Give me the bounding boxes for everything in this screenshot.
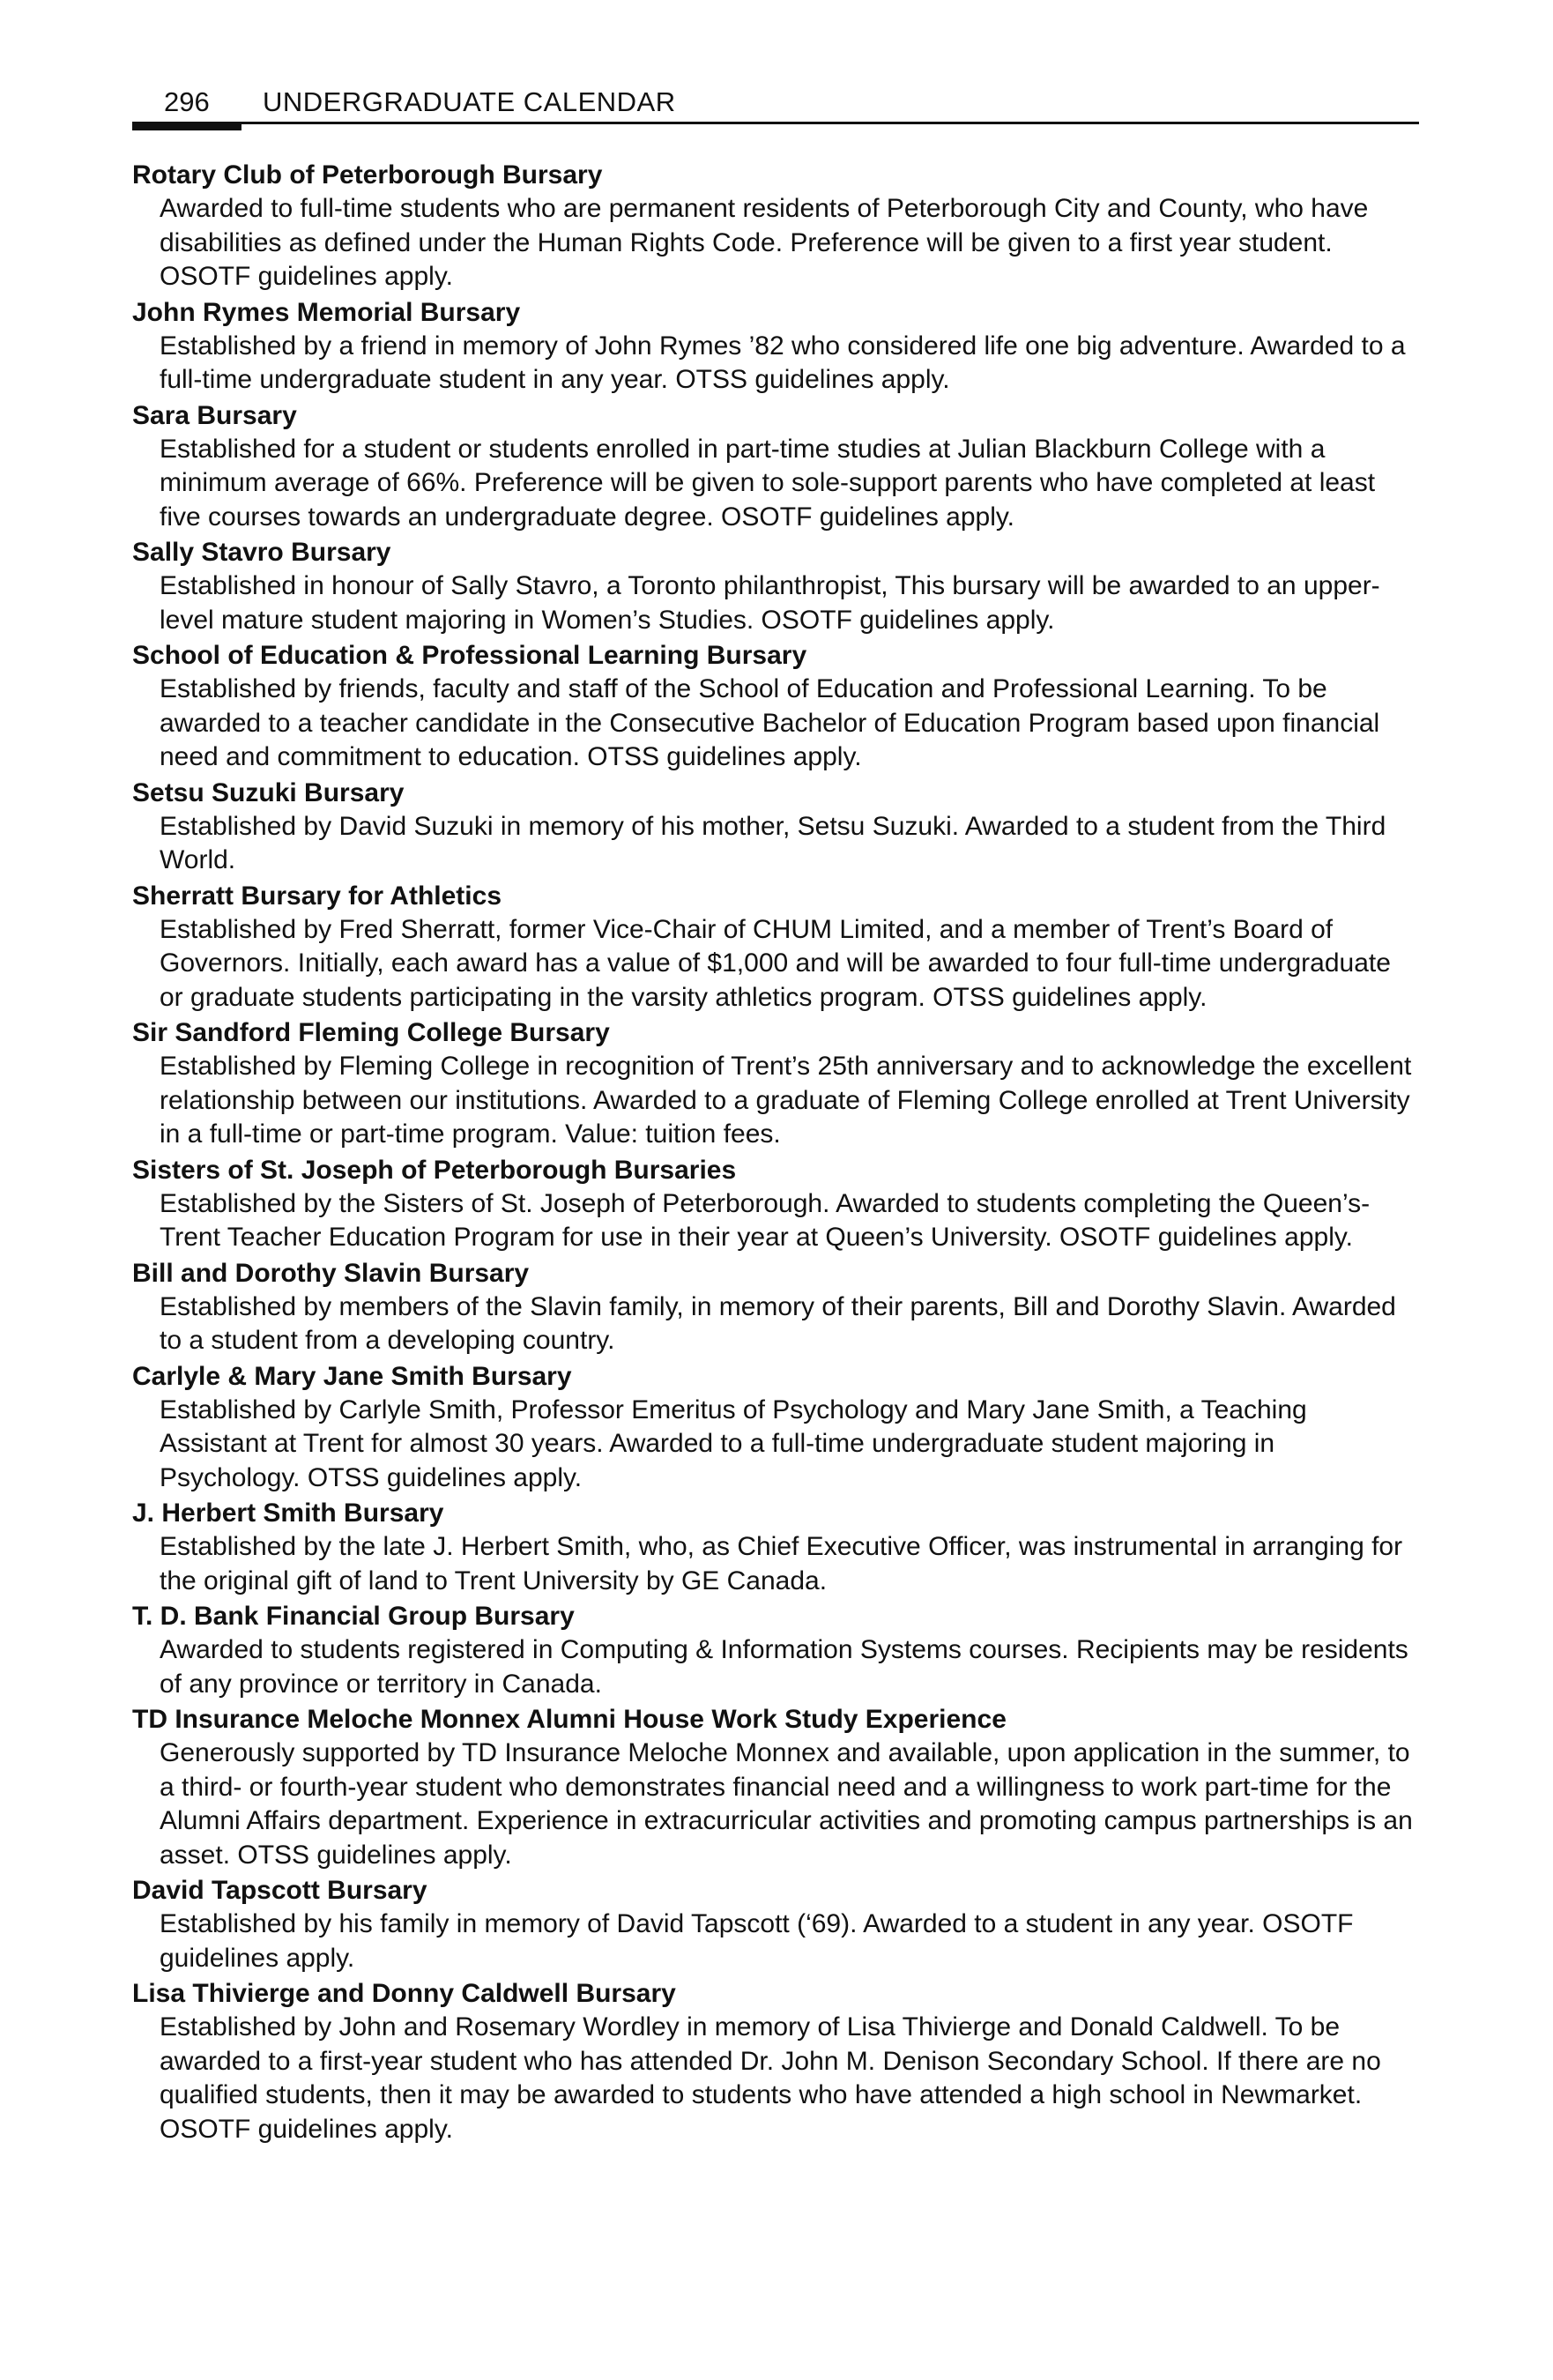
bursary-description: Established by David Suzuki in memory of his mother, Setsu Suzuki. Awarded to a student from the Third World. bbox=[160, 811, 1386, 874]
bursary-description: Established by Carlyle Smith, Professor Emeritus of Psychology and Mary Jane Smith, a Teaching Assistant at Trent for almost 30 years. Awarded to a full-time undergraduate student majoring in Psychology. OTSS guidelines apply. bbox=[160, 1395, 1307, 1492]
bursary-title: Sara Bursary bbox=[132, 400, 297, 430]
bursary-title: Carlyle & Mary Jane Smith Bursary bbox=[132, 1361, 572, 1391]
bursary-title: Sisters of St. Joseph of Peterborough Bursaries bbox=[132, 1155, 737, 1185]
bursary-description: Established by Fleming College in recognition of Trent’s 25th anniversary and to acknowledge the excellent relationship between our institutions. Awarded to a graduate of Fleming College enrolled at Trent University in a full-time or part-time program. Value: tuition fees. bbox=[160, 1052, 1412, 1149]
bursary-title: Bill and Dorothy Slavin Bursary bbox=[132, 1258, 530, 1288]
page-header bbox=[132, 85, 1419, 129]
bursary-description: Established in honour of Sally Stavro, a Toronto philanthropist, This bursary will be awarded to an upper-level mature student majoring in Women’s Studies. OSOTF guidelines apply. bbox=[160, 571, 1380, 635]
header-rule bbox=[132, 122, 1419, 124]
bursary-title: Lisa Thivierge and Donny Caldwell Bursary bbox=[132, 1979, 676, 2008]
bursary-entry bbox=[132, 1154, 1419, 1255]
bursary-title: T. D. Bank Financial Group Bursary bbox=[132, 1602, 575, 1631]
bursary-description: Established for a student or students enrolled in part-time studies at Julian Blackburn College with a minimum average of 66%. Preference will be given to sole-support parents who have completed at least five courses towards an undergraduate degree. OSOTF guidelines apply. bbox=[160, 434, 1376, 532]
bursary-description: Generously supported by TD Insurance Meloche Monnex and available, upon application in the summer, to a third- or fourth-year student who demonstrates financial need and a willingness to work part-time for the Alumni Affairs department. Experience in extracurricular activities and promoting campus partnerships is an asset. OTSS guidelines apply. bbox=[160, 1738, 1413, 1870]
bursary-description: Awarded to students registered in Computing & Information Systems courses. Recipients may be residents of any province or territory in Canada. bbox=[160, 1635, 1408, 1699]
bursary-entry bbox=[132, 1600, 1419, 1701]
bursary-title: J. Herbert Smith Bursary bbox=[132, 1499, 444, 1528]
bursary-description: Established by his family in memory of David Tapscott (‘69). Awarded to a student in any year. OSOTF guidelines apply. bbox=[160, 1909, 1354, 1973]
header-rule-tab bbox=[132, 122, 241, 130]
bursary-description: Established by a friend in memory of John Rymes ’82 who considered life one big adventure. Awarded to a full-time undergraduate student in any year. OTSS guidelines apply. bbox=[160, 331, 1406, 394]
bursary-entry bbox=[132, 1016, 1419, 1152]
bursary-title: School of Education & Professional Learning Bursary bbox=[132, 641, 807, 670]
bursary-description: Established by members of the Slavin family, in memory of their parents, Bill and Dorothy Slavin. Awarded to a student from a developing country. bbox=[160, 1291, 1396, 1355]
bursary-entry bbox=[132, 1703, 1419, 1872]
bursary-entry bbox=[132, 296, 1419, 398]
bursary-title: Sherratt Bursary for Athletics bbox=[132, 881, 502, 911]
bursary-title: Rotary Club of Peterborough Bursary bbox=[132, 160, 603, 190]
bursary-entry bbox=[132, 777, 1419, 878]
bursary-entry bbox=[132, 1257, 1419, 1358]
bursary-entry bbox=[132, 159, 1419, 294]
page-number: 296 bbox=[164, 86, 210, 117]
bursary-title: TD Insurance Meloche Monnex Alumni House Work Study Experience bbox=[132, 1705, 1007, 1734]
bursary-title: Sir Sandford Fleming College Bursary bbox=[132, 1018, 610, 1047]
bursary-title: Sally Stavro Bursary bbox=[132, 538, 391, 567]
bursary-entry bbox=[132, 880, 1419, 1015]
bursary-entry bbox=[132, 1497, 1419, 1598]
bursary-entry bbox=[132, 639, 1419, 775]
bursary-description: Established by friends, faculty and staff of the School of Education and Professional Learning. To be awarded to a teacher candidate in the Consecutive Bachelor of Education Program based upon financial need and commitment to education. OTSS guidelines apply. bbox=[160, 674, 1380, 771]
bursary-list bbox=[132, 159, 1419, 2148]
bursary-description: Established by Fred Sherratt, former Vice-Chair of CHUM Limited, and a member of Trent’s Board of Governors. Initially, each award has a value of $1,000 and will be awarded to four full-time undergraduate or graduate students participating in the varsity athletics program. OTSS guidelines apply. bbox=[160, 914, 1391, 1012]
bursary-title: Setsu Suzuki Bursary bbox=[132, 777, 405, 807]
running-title: UNDERGRADUATE CALENDAR bbox=[263, 86, 676, 117]
bursary-description: Established by the Sisters of St. Joseph of Peterborough. Awarded to students completing the Queen’s-Trent Teacher Education Program for use in their year at Queen’s University. OSOTF guidelines apply. bbox=[160, 1188, 1371, 1252]
bursary-entry bbox=[132, 1360, 1419, 1496]
bursary-entry bbox=[132, 1874, 1419, 1975]
bursary-title: David Tapscott Bursary bbox=[132, 1876, 427, 1905]
bursary-description: Established by John and Rosemary Wordley in memory of Lisa Thivierge and Donald Caldwell. To be awarded to a first-year student who has attended Dr. John M. Denison Secondary School. If there are no qualified students, then it may be awarded to students who have attended a high school in Newmarket. OSOTF guidelines apply. bbox=[160, 2012, 1381, 2144]
bursary-entry bbox=[132, 1977, 1419, 2146]
bursary-entry bbox=[132, 536, 1419, 637]
bursary-entry bbox=[132, 399, 1419, 535]
bursary-description: Awarded to full-time students who are permanent residents of Peterborough City and County, who have disabilities as defined under the Human Rights Code. Preference will be given to a first year student. OSOTF guidelines apply. bbox=[160, 194, 1369, 291]
bursary-description: Established by the late J. Herbert Smith, who, as Chief Executive Officer, was instrumental in arranging for the original gift of land to Trent University by GE Canada. bbox=[160, 1532, 1403, 1595]
bursary-title: John Rymes Memorial Bursary bbox=[132, 297, 521, 327]
